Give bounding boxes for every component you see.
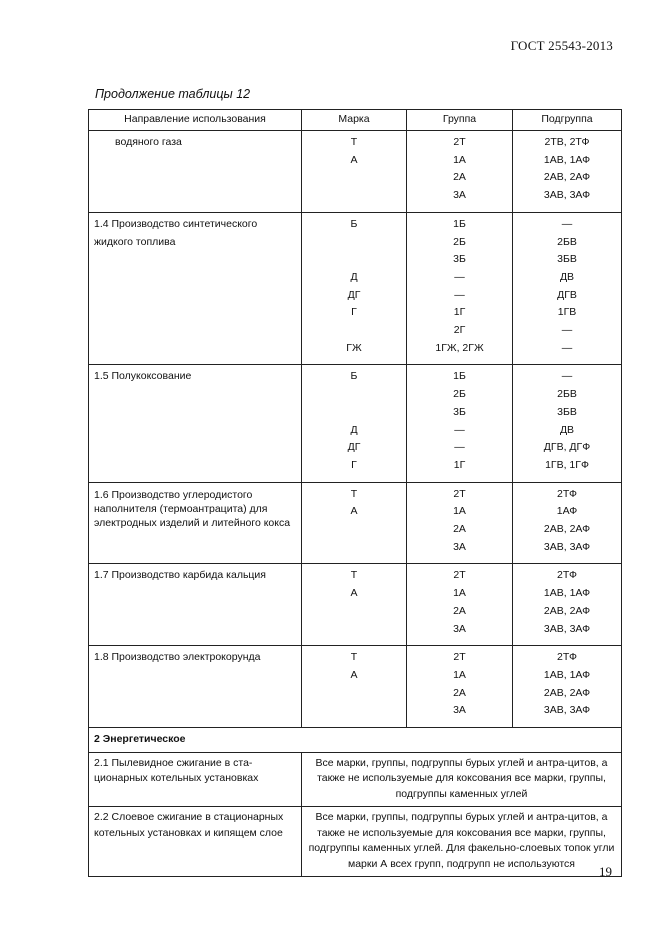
mark-value: ГЖ bbox=[346, 341, 362, 354]
subgroup-value: 2ТФ bbox=[557, 651, 577, 664]
direction-cell: 1.6 Производство углеродистого наполнителя (термоантрацита) для электродных изделий и литейного кокса bbox=[89, 482, 302, 564]
mark-cell bbox=[302, 564, 407, 646]
coal-usage-table bbox=[88, 109, 622, 877]
group-value: 2Т bbox=[453, 487, 466, 500]
subgroup-value: ДВ bbox=[559, 270, 575, 283]
group-value: 2Т bbox=[453, 569, 466, 582]
subgroup-value: 1АВ, 1АФ bbox=[543, 587, 591, 600]
column-header-mark: Марка bbox=[302, 110, 407, 131]
mark-value bbox=[302, 621, 406, 639]
subgroup-value: 1АВ, 1АФ bbox=[543, 153, 591, 166]
subgroup-value: 3АВ, 3АФ bbox=[543, 622, 591, 635]
mark-value: А bbox=[350, 587, 358, 600]
table-row bbox=[89, 482, 622, 564]
subgroup-value: ДГВ, ДГФ bbox=[543, 441, 591, 454]
subgroup-value: 1АФ bbox=[556, 505, 578, 518]
subgroup-value: 3АВ, 3АФ bbox=[543, 189, 591, 202]
mark-cell bbox=[302, 212, 407, 365]
subgroup-value: — bbox=[561, 370, 573, 383]
mark-value bbox=[302, 404, 406, 422]
group-value: 3А bbox=[453, 540, 466, 553]
subgroup-cell bbox=[513, 482, 622, 564]
subgroup-value: 2АВ, 2АФ bbox=[543, 171, 591, 184]
group-value: 2Б bbox=[453, 388, 466, 401]
subgroup-value: 2БВ bbox=[557, 388, 577, 401]
table-row bbox=[89, 646, 622, 728]
subgroup-value: 3АВ, 3АФ bbox=[543, 704, 591, 717]
group-value: 1Б bbox=[453, 370, 466, 383]
section-title: 2 Энергетическое bbox=[89, 728, 622, 753]
direction-cell: 2.2 Слоевое сжигание в стационарных котельных установках и кипящем слое bbox=[89, 807, 302, 877]
subgroup-value: ДГВ bbox=[557, 288, 577, 301]
mark-value bbox=[302, 386, 406, 404]
mark-value bbox=[302, 251, 406, 269]
subgroup-cell bbox=[513, 131, 622, 213]
group-cell bbox=[407, 131, 513, 213]
mark-value: Д bbox=[350, 423, 358, 436]
mark-value bbox=[302, 521, 406, 539]
direction-cell: 1.5 Полукоксование bbox=[89, 365, 302, 482]
group-value: 1А bbox=[453, 668, 466, 681]
subgroup-value: 1АВ, 1АФ bbox=[543, 668, 591, 681]
subgroup-cell bbox=[513, 564, 622, 646]
mark-value: Б bbox=[350, 370, 358, 383]
group-value: 3А bbox=[453, 704, 466, 717]
mark-value: ДГ bbox=[347, 441, 361, 454]
subgroup-value: — bbox=[561, 217, 573, 230]
mark-cell bbox=[302, 365, 407, 482]
column-header-group: Группа bbox=[407, 110, 513, 131]
mark-value bbox=[302, 702, 406, 720]
group-value: 2Г bbox=[453, 324, 466, 337]
direction-cell: 2.1 Пылевидное сжигание в ста-ционарных котельных установках bbox=[89, 752, 302, 807]
mark-cell bbox=[302, 131, 407, 213]
mark-value bbox=[302, 322, 406, 340]
mark-value: Т bbox=[350, 136, 358, 148]
group-value: — bbox=[454, 288, 465, 301]
group-value: 2А bbox=[453, 523, 466, 536]
subgroup-value: 2БВ bbox=[557, 235, 577, 248]
subgroup-value: 2ТФ bbox=[557, 487, 577, 500]
mark-value: Б bbox=[350, 217, 358, 230]
table-caption: Продолжение таблицы 12 bbox=[95, 87, 251, 101]
group-value: 3А bbox=[453, 189, 466, 202]
page-number: 19 bbox=[599, 864, 612, 879]
group-value: 2А bbox=[453, 604, 466, 617]
mark-value: Т bbox=[350, 487, 358, 500]
subgroup-value: ДВ bbox=[559, 423, 575, 436]
group-value: 1А bbox=[453, 587, 466, 600]
direction-cell: водяного газа bbox=[89, 131, 302, 213]
subgroup-value: 2ТВ, 2ТФ bbox=[544, 136, 590, 148]
group-value: 1А bbox=[453, 505, 466, 518]
subgroup-value: 3БВ bbox=[557, 405, 577, 418]
subgroup-value: — bbox=[561, 341, 573, 354]
subgroup-value: 3АВ, 3АФ bbox=[543, 540, 591, 553]
column-header-direction: Направление использования bbox=[89, 110, 302, 131]
mark-value bbox=[302, 169, 406, 187]
mark-value bbox=[302, 539, 406, 557]
table-row bbox=[89, 212, 622, 365]
subgroup-value: 1ГВ bbox=[557, 306, 577, 319]
direction-cell: 1.8 Производство электрокорунда bbox=[89, 646, 302, 728]
mark-cell bbox=[302, 482, 407, 564]
usage-note-cell: Все марки, группы, подгруппы бурых углей и антра-цитов, а также не используемые для коксования все марки, группы, подгруппы каменных углей bbox=[302, 752, 622, 807]
subgroup-value: 2АВ, 2АФ bbox=[543, 523, 591, 536]
group-value: 1ГЖ, 2ГЖ bbox=[435, 341, 484, 354]
subgroup-value: 1ГВ, 1ГФ bbox=[545, 458, 589, 471]
direction-cell: 1.7 Производство карбида кальция bbox=[89, 564, 302, 646]
subgroup-cell bbox=[513, 365, 622, 482]
mark-value: Т bbox=[350, 569, 358, 582]
mark-value bbox=[302, 187, 406, 205]
subgroup-value: 2АВ, 2АФ bbox=[543, 686, 591, 699]
direction-cell: 1.4 Производство синтетического жидкого топлива bbox=[89, 212, 302, 365]
subgroup-value: — bbox=[561, 324, 573, 337]
mark-value bbox=[302, 685, 406, 703]
mark-value: Г bbox=[351, 306, 357, 319]
mark-value: Д bbox=[350, 270, 358, 283]
column-header-subgroup: Подгруппа bbox=[513, 110, 622, 131]
table-header-row bbox=[89, 110, 622, 131]
group-value: 2А bbox=[453, 171, 466, 184]
usage-note-cell: Все марки, группы, подгруппы бурых углей и антра-цитов, а также не используемые для коксования все марки, группы, подгруппы каменных углей. Для факельно-слоевых топок угли марки А всех групп, подгрупп не используются bbox=[302, 807, 622, 877]
group-value: 1А bbox=[453, 153, 466, 166]
mark-value: Г bbox=[351, 458, 357, 471]
group-value: 2А bbox=[453, 686, 466, 699]
subgroup-cell bbox=[513, 212, 622, 365]
group-value: 3Б bbox=[453, 405, 466, 418]
group-value: 2Т bbox=[453, 136, 466, 148]
subgroup-value: 2АВ, 2АФ bbox=[543, 604, 591, 617]
table-row bbox=[89, 131, 622, 213]
mark-value bbox=[302, 234, 406, 252]
mark-value: А bbox=[350, 153, 358, 166]
mark-value: А bbox=[350, 505, 358, 518]
group-value: 3А bbox=[453, 622, 466, 635]
group-value: — bbox=[454, 270, 465, 283]
table-body bbox=[89, 131, 622, 877]
group-value: 1Г bbox=[453, 458, 466, 471]
group-value: 1Г bbox=[453, 306, 466, 319]
group-cell bbox=[407, 212, 513, 365]
subgroup-value: 3БВ bbox=[557, 253, 577, 266]
table-row bbox=[89, 752, 622, 807]
subgroup-value: 2ТФ bbox=[557, 569, 577, 582]
mark-value: Т bbox=[350, 651, 358, 664]
group-value: 1Б bbox=[453, 217, 466, 230]
group-value: — bbox=[454, 441, 465, 454]
mark-value: ДГ bbox=[347, 288, 361, 301]
section-row bbox=[89, 728, 622, 753]
subgroup-cell bbox=[513, 646, 622, 728]
group-cell bbox=[407, 564, 513, 646]
group-cell bbox=[407, 482, 513, 564]
group-value: 2Б bbox=[453, 235, 466, 248]
document-header: ГОСТ 25543-2013 bbox=[510, 38, 613, 53]
group-cell bbox=[407, 365, 513, 482]
mark-value bbox=[302, 603, 406, 621]
group-cell bbox=[407, 646, 513, 728]
table-row bbox=[89, 564, 622, 646]
table-row bbox=[89, 807, 622, 877]
group-value: 2Т bbox=[453, 651, 466, 664]
mark-cell bbox=[302, 646, 407, 728]
table-row bbox=[89, 365, 622, 482]
group-value: 3Б bbox=[453, 253, 466, 266]
group-value: — bbox=[454, 423, 465, 436]
mark-value: А bbox=[350, 668, 358, 681]
